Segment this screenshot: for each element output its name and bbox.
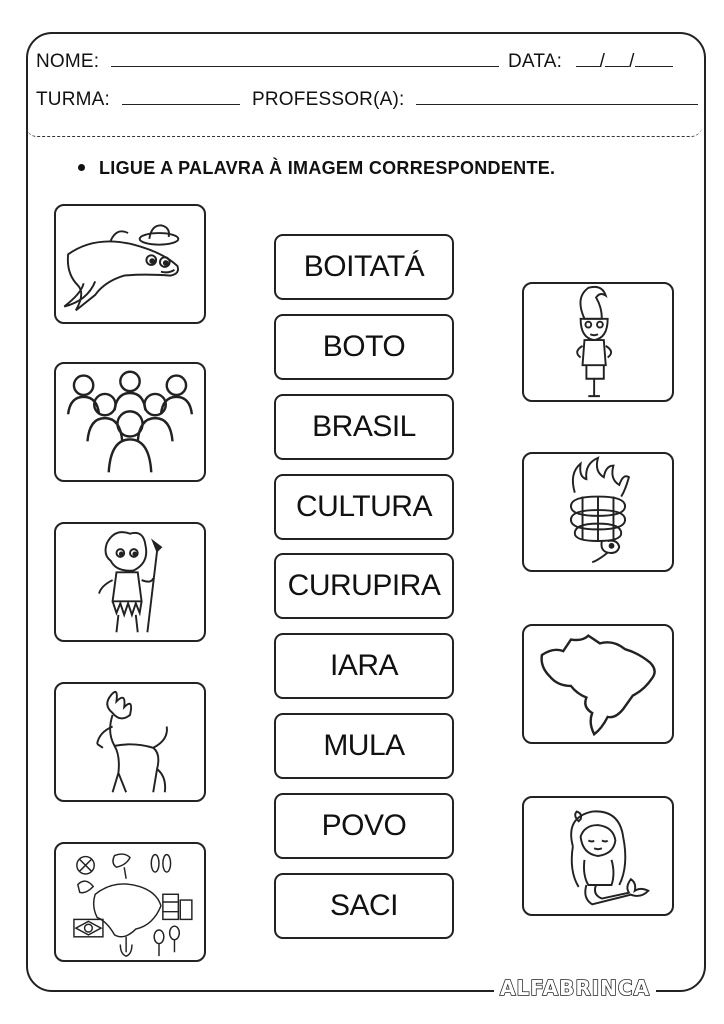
image-people[interactable] <box>54 362 206 482</box>
word-iara[interactable]: IARA <box>274 633 454 699</box>
date-label: DATA: <box>508 51 563 72</box>
class-label: TURMA: <box>36 89 111 110</box>
word-povo[interactable]: POVO <box>274 793 454 859</box>
date-row <box>508 50 673 73</box>
date-slash-1: / <box>599 51 606 72</box>
name-label: NOME: <box>36 51 100 72</box>
dolphin-icon <box>56 206 204 322</box>
word-curupira[interactable]: CURUPIRA <box>274 553 454 619</box>
brazil-map-icon <box>524 626 672 742</box>
date-year-blank[interactable] <box>635 50 673 67</box>
instruction-text: LIGUE A PALAVRA À IMAGEM CORRESPONDENTE. <box>99 158 556 178</box>
teacher-blank[interactable] <box>416 88 698 105</box>
image-dolphin[interactable] <box>54 204 206 324</box>
headless-mule-icon <box>56 684 204 800</box>
name-row <box>36 50 499 73</box>
image-saci[interactable] <box>522 282 674 402</box>
name-blank[interactable] <box>111 50 499 67</box>
word-boto[interactable]: BOTO <box>274 314 454 380</box>
word-cultura[interactable]: CULTURA <box>274 474 454 540</box>
date-slash-2: / <box>629 51 635 72</box>
image-brazil-culture[interactable] <box>54 842 206 962</box>
people-icon <box>56 364 204 480</box>
brazil-culture-collage-icon <box>56 844 204 960</box>
word-mula[interactable]: MULA <box>274 713 454 779</box>
date-month-blank[interactable] <box>605 50 629 67</box>
mermaid-icon <box>524 798 672 914</box>
image-mermaid[interactable] <box>522 796 674 916</box>
image-boitata[interactable] <box>522 452 674 572</box>
instruction <box>78 158 555 179</box>
word-boitata[interactable]: BOITATÁ <box>274 234 454 300</box>
image-indigenous-boy[interactable] <box>54 522 206 642</box>
bullet-icon <box>78 164 85 171</box>
date-day-blank[interactable] <box>576 50 600 67</box>
header-divider <box>26 126 702 137</box>
word-brasil[interactable]: BRASIL <box>274 394 454 460</box>
class-row <box>36 88 240 111</box>
image-headless-mule[interactable] <box>54 682 206 802</box>
class-blank[interactable] <box>122 88 240 105</box>
indigenous-boy-icon <box>56 524 204 640</box>
word-saci[interactable]: SACI <box>274 873 454 939</box>
saci-icon <box>524 284 672 400</box>
teacher-row <box>252 88 698 111</box>
fire-snake-icon <box>524 454 672 570</box>
teacher-label: PROFESSOR(A): <box>252 89 405 110</box>
image-brazil-map[interactable] <box>522 624 674 744</box>
brand-logo: ALFABRINCA <box>494 976 656 1000</box>
